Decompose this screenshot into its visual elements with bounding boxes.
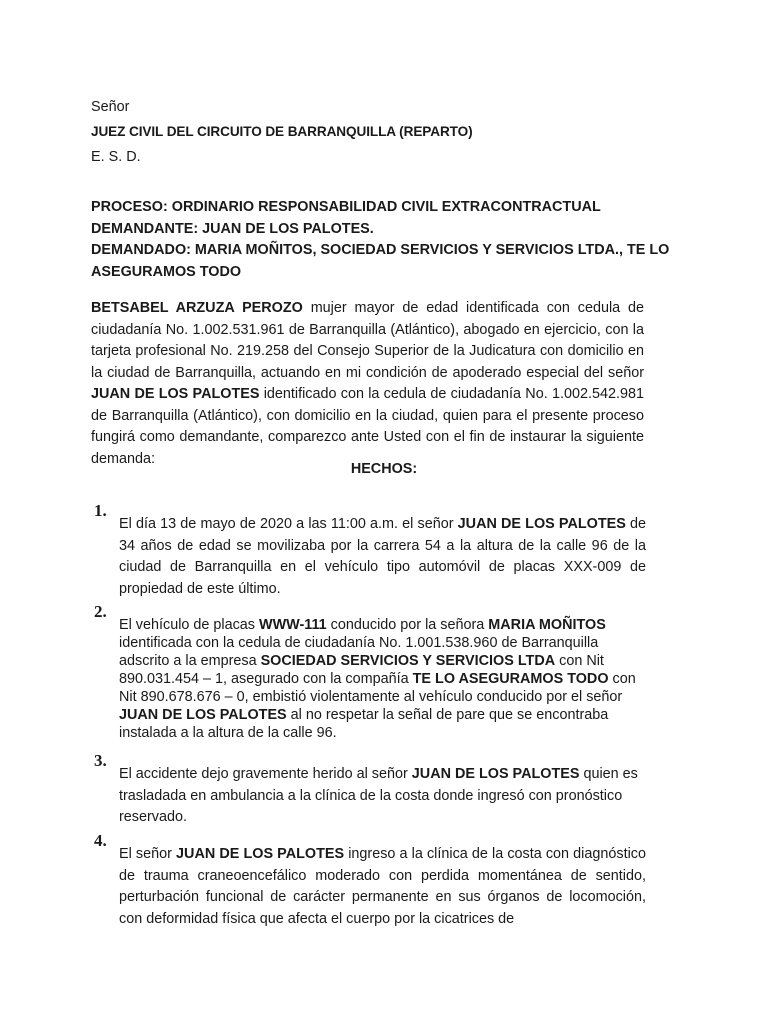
esd-line: E. S. D. (91, 149, 141, 165)
item-number: 1. (94, 501, 107, 520)
intro-paragraph: BETSABEL ARZUZA PEROZO mujer mayor de edad identificada con cedula de ciudadanía No. 1.002.531.961 de Barranquilla (Atlántico), abogado en ejercicio, con la tarjeta profesional No. 219.258 del Consejo Superior de la Judicatura con domicilio en la ciudad de Barranquilla, actuando en mi condición de apoderado especial del señor JUAN DE LOS PALOTES identificado con la cedula de ciudadanía No. 1.002.542.981 de Barranquilla (Atlántico), con domicilio en la ciudad, quien para el presente proceso fungirá como demandante, comparezco ante Usted con el fin de instaurar la siguiente demanda: (91, 300, 645, 467)
addressee: JUEZ CIVIL DEL CIRCUITO DE BARRANQUILLA (REPARTO) (91, 124, 473, 139)
greeting: Señor (91, 99, 130, 115)
item-number: 3. (94, 751, 107, 770)
item-text: El señor JUAN DE LOS PALOTES ingreso a la clínica de la costa con diagnóstico de trauma craneoencefálico moderado con perdida momentánea de sentido, perturbación funcional de carácter permanente en sus órganos de locomoción, con deformidad física que afecta el cuerpo por la cicatrices de (119, 846, 646, 927)
proceso-block (91, 197, 681, 283)
proceso-line: PROCESO: ORDINARIO RESPONSABILIDAD CIVIL EXTRACONTRACTUAL (91, 199, 601, 215)
item-text: El vehículo de placas WWW-111 conducido por la señora MARIA MOÑITOS identificada con la cedula de ciudadanía No. 1.001.538.960 de Barranquilla adscrito a la empresa SOCIEDAD SERVICIOS Y SERVICIOS LTDA con Nit 890.031.454 – 1, asegurado con la compañía TE LO ASEGURAMOS TODO con Nit 890.678.676 – 0, embistió violentamente al vehículo conducido por el señor JUAN DE LOS PALOTES al no respetar la señal de pare que se encontraba instalada a la altura de la calle 96. (119, 617, 636, 742)
client-name: JUAN DE LOS PALOTES (91, 386, 260, 402)
demandante-line: DEMANDANTE: JUAN DE LOS PALOTES. (91, 220, 374, 237)
hechos-title: HECHOS: (350, 461, 418, 477)
attorney-name: BETSABEL ARZUZA PEROZO (91, 300, 303, 316)
item-number: 4. (94, 831, 107, 850)
item-text: El día 13 de mayo de 2020 a las 11:00 a.m. el señor JUAN DE LOS PALOTES de 34 años de edad se movilizaba por la carrera 54 a la altura de la calle 96 de la ciudad de Barranquilla en el vehículo tipo automóvil de placas XXX-009 de propiedad de este último. (119, 516, 646, 597)
demandado-line-cont: ASEGURAMOS TODO (91, 263, 242, 280)
item-text: El accidente dejo gravemente herido al señor JUAN DE LOS PALOTES quien es trasladada en ambulancia a la clínica de la costa donde ingresó con pronóstico reservado. (119, 766, 638, 826)
item-number: 2. (94, 602, 107, 621)
demandado-line: DEMANDADO: MARIA MOÑITOS, SOCIEDAD SERVICIOS Y SERVICIOS LTDA., TE LO (91, 242, 670, 258)
